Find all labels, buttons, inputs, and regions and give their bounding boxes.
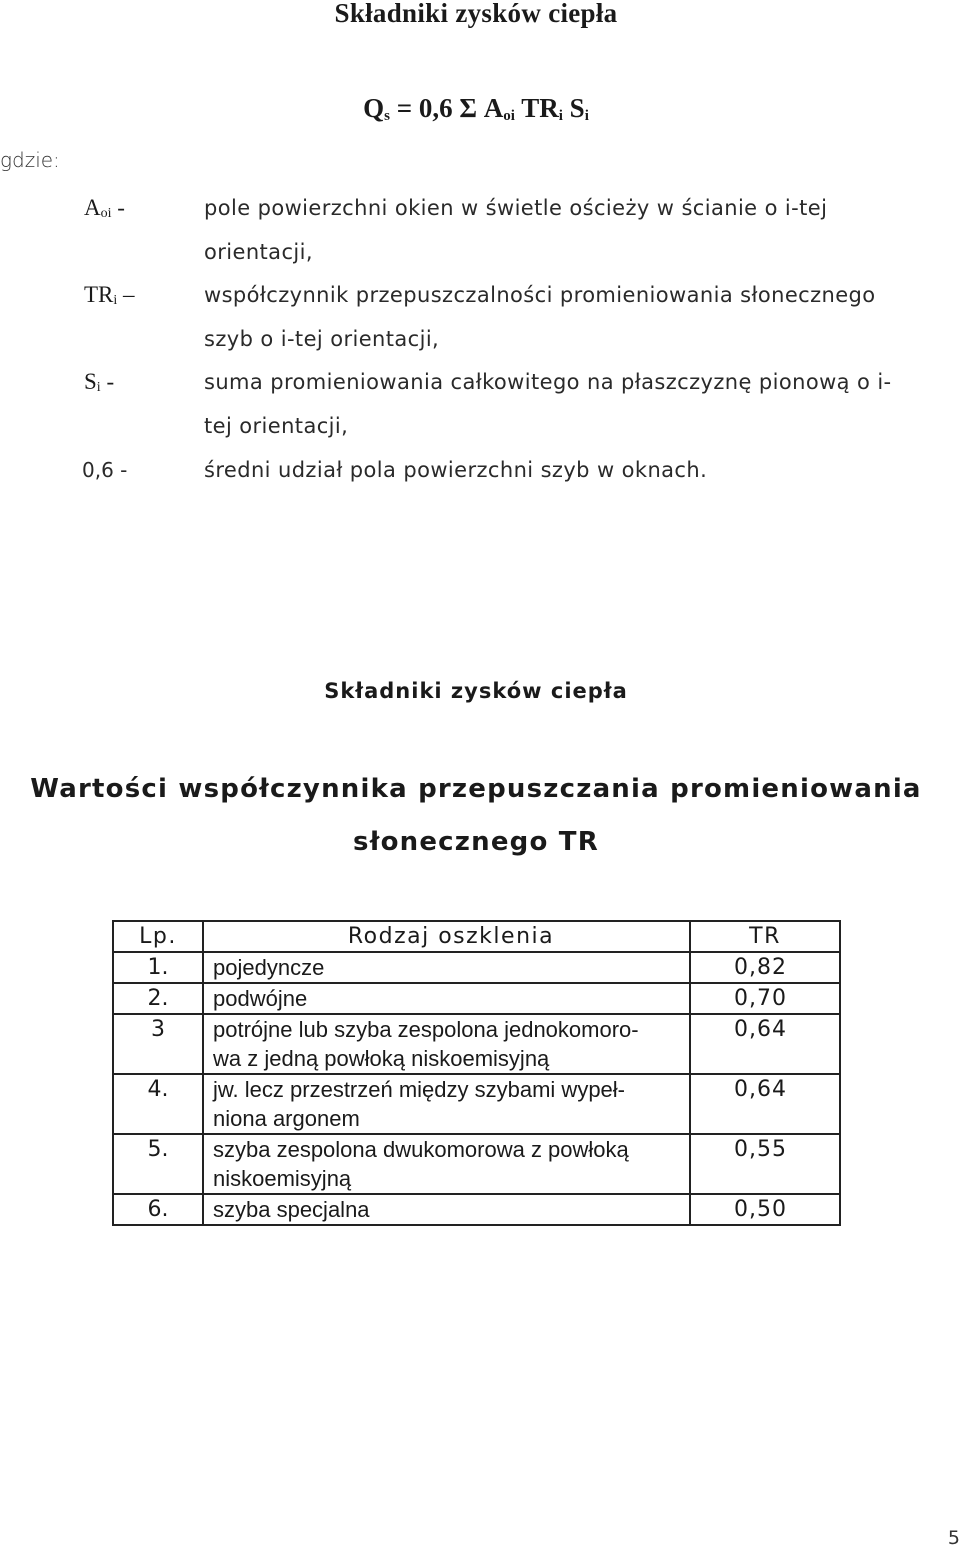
tr-value: 0,64 [690,1014,840,1074]
table-row [113,952,840,983]
tr-value: 0,55 [690,1134,840,1194]
table-header-row [113,921,840,952]
tr-value: 0,70 [690,983,840,1014]
column-header-tr: TR [690,921,840,952]
glazing-type-cell: podwójne [203,983,690,1014]
definition-term-factor: 0,6 - [82,458,128,482]
row-number: 1. [113,952,203,983]
definition-term-si: $S_i$ - [84,369,115,395]
tr-value: 0,82 [690,952,840,983]
table-row [113,983,840,1014]
page-title: Składniki zysków ciepła [334,0,618,28]
tr-value: 0,64 [690,1074,840,1134]
tr-value: 0,50 [690,1194,840,1225]
page-number: 5 [947,1527,960,1549]
glazing-type-cell: szyba zespolona dwukomorowa z powłoką niskoemisyjną [203,1134,690,1194]
definition-term-aoi: $A_{oi}$ - [84,195,125,221]
table-row [113,1074,840,1134]
glazing-type-cell: szyba specjalna [203,1194,690,1225]
glazing-type-cell: potrójne lub szyba zespolona jednokomoro- wa z jedną powłoką niskoemisyjną [203,1014,690,1074]
glazing-type-cell: pojedyncze [203,952,690,983]
row-number: 3 [113,1014,203,1074]
table-row [113,1134,840,1194]
definition-desc-si: suma promieniowania całkowitego na płaszczyznę pionową o i- tej orientacji, [204,370,892,438]
section-title: Składniki zysków ciepła [324,679,628,703]
definition-desc-aoi: pole powierzchni okien w świetle ościeży w ścianie o i-tej orientacji, [204,196,828,264]
glazing-tr-table [112,920,841,1226]
row-number: 4. [113,1074,203,1134]
table-row [113,1014,840,1074]
table-row [113,1194,840,1225]
definition-desc-factor: średni udział pola powierzchni szyb w oknach. [204,458,708,482]
heat-gain-formula: $Q_s = 0,6$ Σ $A_{oi}$ $TR_i$ $S_i$ [363,93,589,124]
row-number: 6. [113,1194,203,1225]
row-number: 5. [113,1134,203,1194]
column-header-lp: Lp. [113,921,203,952]
where-label: gdzie: [0,148,60,172]
section-subtitle: Wartości współczynnika przepuszczania promieniowania słonecznego TR [30,774,922,857]
row-number: 2. [113,983,203,1014]
column-header-glazing-type: Rodzaj oszklenia [203,921,690,952]
definition-term-tri: $TR_i$ – [84,282,135,308]
glazing-type-cell: jw. lecz przestrzeń między szybami wypeł- niona argonem [203,1074,690,1134]
definition-desc-tri: współczynnik przepuszczalności promieniowania słonecznego szyb o i-tej orientacji, [204,283,876,351]
